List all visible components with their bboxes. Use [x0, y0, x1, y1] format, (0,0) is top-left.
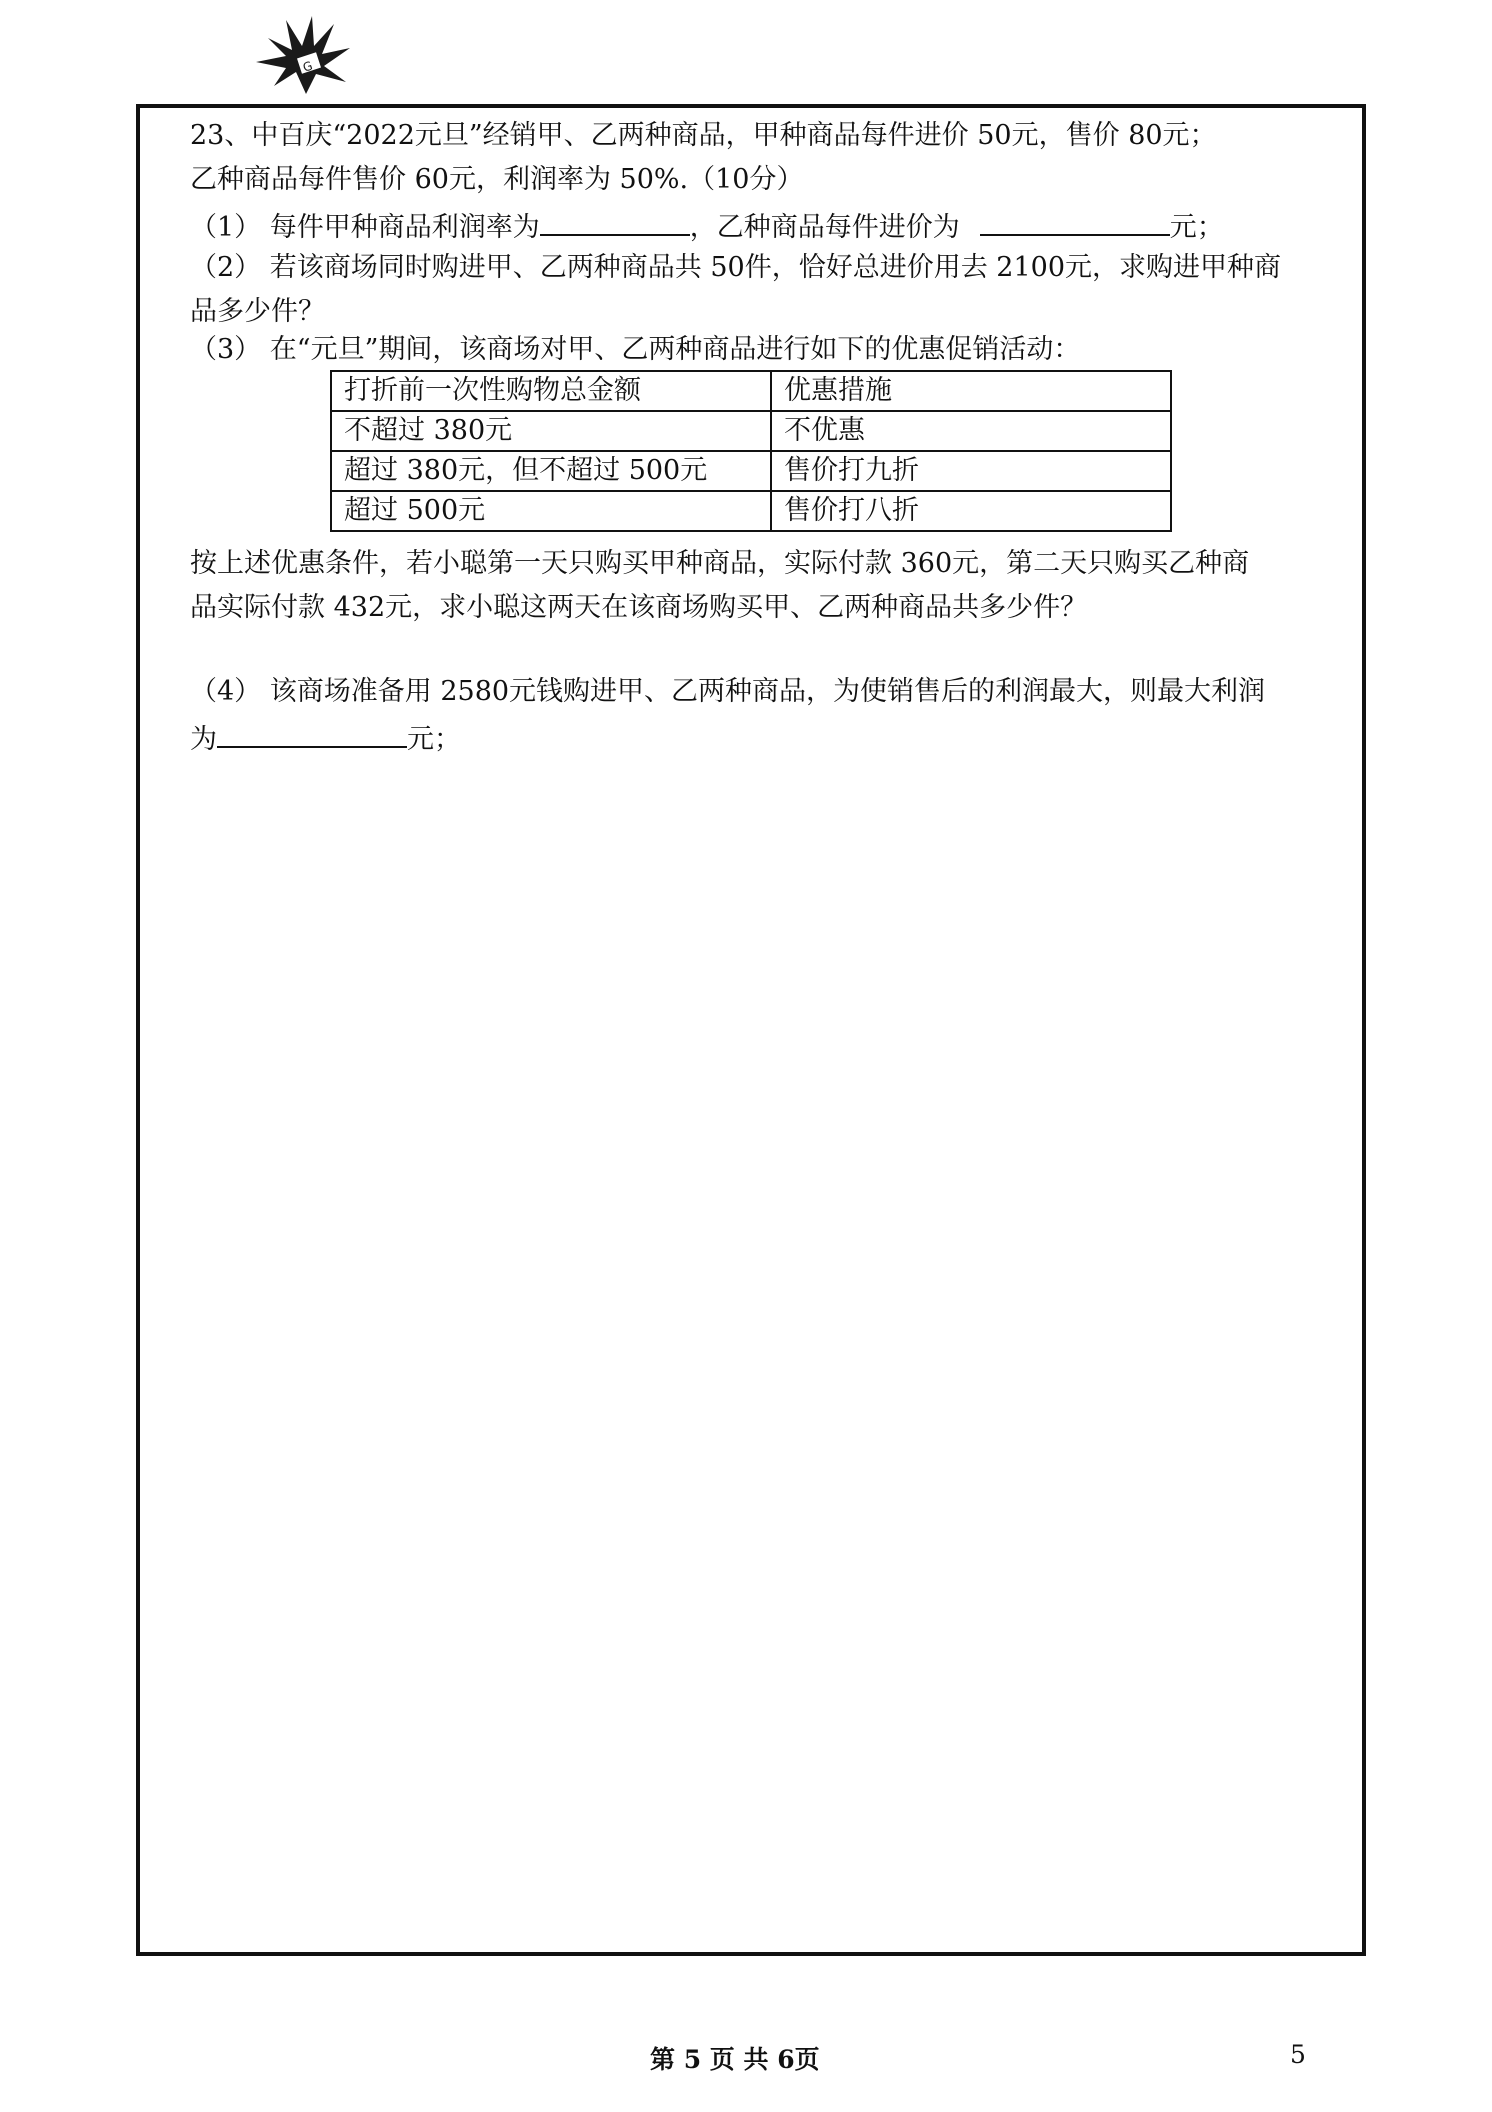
- table-header-cell: 优惠措施: [771, 371, 1171, 411]
- part3-intro: （3） 在“元旦”期间，该商场对甲、乙两种商品进行如下的优惠促销活动：: [190, 334, 1081, 365]
- part4-line-1: （4） 该商场准备用 2580元钱购进甲、乙两种商品，为使销售后的利润最大，则最大利润: [190, 676, 1266, 707]
- svg-text:G: G: [301, 58, 315, 75]
- table-cell: 超过 380元，但不超过 500元: [331, 451, 771, 491]
- answer-blank-1[interactable]: [540, 204, 690, 236]
- part1-line: [190, 204, 1224, 248]
- table-cell: 超过 500元: [331, 491, 771, 531]
- part1-middle: ，乙种商品每件进价为: [689, 212, 960, 243]
- table-header-cell: 打折前一次性购物总金额: [331, 371, 771, 411]
- promotion-table: [330, 370, 1172, 532]
- part3-line-1: 按上述优惠条件，若小聪第一天只购买甲种商品，实际付款 360元，第二天只购买乙种商: [190, 548, 1250, 579]
- page-footer-label: 第 5 页 共 6页: [650, 2045, 820, 2074]
- table-row: [331, 491, 1171, 531]
- part4-line-2: [190, 716, 461, 760]
- part4-suffix: 元；: [407, 724, 461, 755]
- table-cell: 不优惠: [771, 411, 1171, 451]
- part2-line-1: （2） 若该商场同时购进甲、乙两种商品共 50件，恰好总进价用去 2100元，求购进甲种商: [190, 252, 1281, 283]
- table-cell: 售价打九折: [771, 451, 1171, 491]
- table-cell: 不超过 380元: [331, 411, 771, 451]
- part2-line-2: 品多少件？: [190, 296, 325, 327]
- part1-prefix: （1） 每件甲种商品利润率为: [190, 212, 540, 243]
- question-line-2: 乙种商品每件售价 60元，利润率为 50%.（10分）: [190, 164, 804, 195]
- part3-line-2: 品实际付款 432元，求小聪这两天在该商场购买甲、乙两种商品共多少件？: [190, 592, 1088, 623]
- table-cell: 售价打八折: [771, 491, 1171, 531]
- table-header-row: [331, 371, 1171, 411]
- part1-suffix: 元；: [1169, 212, 1224, 243]
- logo-icon: [246, 10, 356, 100]
- answer-blank-2[interactable]: [980, 204, 1170, 236]
- table-row: [331, 411, 1171, 451]
- answer-blank-3[interactable]: [217, 716, 407, 748]
- page-number: 5: [1290, 2040, 1306, 2069]
- table-row: [331, 451, 1171, 491]
- question-line-1: 23、中百庆“2022元旦”经销甲、乙两种商品，甲种商品每件进价 50元，售价 80元；: [190, 120, 1217, 151]
- part4-prefix: 为: [190, 724, 217, 755]
